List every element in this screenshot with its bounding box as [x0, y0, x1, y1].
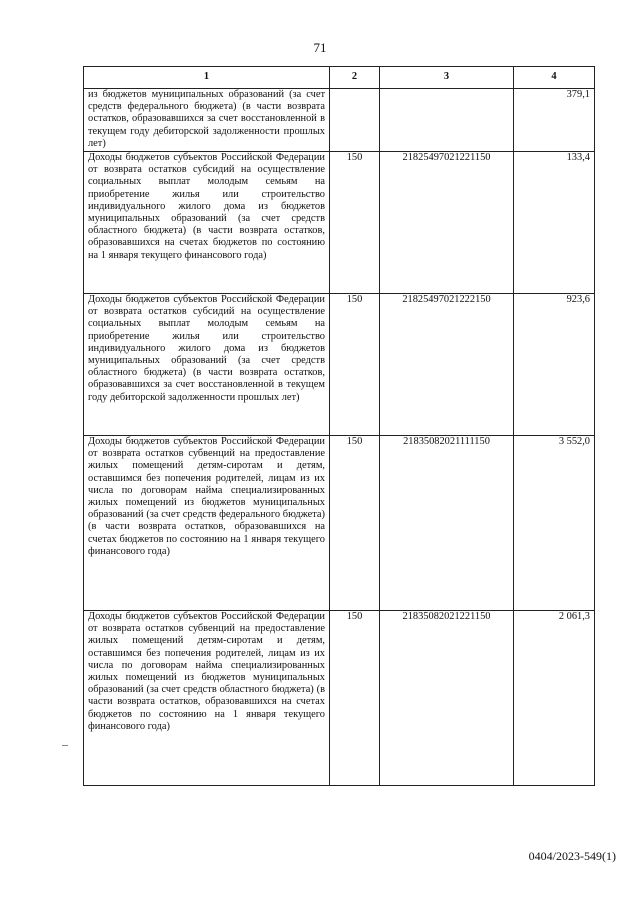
budget-revenue-table — [83, 66, 595, 786]
budget-classification-code: 21825497021221150 — [380, 152, 514, 294]
header-col-4: 4 — [514, 67, 595, 89]
income-type-code — [330, 89, 380, 152]
amount: 379,1 — [514, 89, 595, 152]
table-row — [84, 152, 595, 294]
income-type-code: 150 — [330, 294, 380, 436]
amount: 923,6 — [514, 294, 595, 436]
amount: 2 061,3 — [514, 611, 595, 786]
amount: 3 552,0 — [514, 436, 595, 611]
budget-classification-code: 21825497021222150 — [380, 294, 514, 436]
amount: 133,4 — [514, 152, 595, 294]
revenue-description: из бюджетов муниципальных образований (за счет средств федерального бюджета) (в части возврата остатков, образовавшихся за счет восстановленной в текущем году дебиторской задолженности прошлых лет) — [84, 89, 330, 152]
income-type-code: 150 — [330, 611, 380, 786]
budget-classification-code: 21835082021221150 — [380, 611, 514, 786]
document-id: 0404/2023-549(1) — [528, 849, 616, 863]
revenue-description: Доходы бюджетов субъектов Российской Федерации от возврата остатков субвенций на предоставление жилых помещений детям-сиротам и детям, оставшимся без попечения родителей, лицам из их числа по договорам найма специализированных жилых помещений из бюджетов муниципальных образований (за счет средств областного бюджета) (в части возврата остатков, образовавшихся на счетах бюджетов по состоянию на 1 января текущего финансового года) — [84, 611, 330, 786]
revenue-description: Доходы бюджетов субъектов Российской Федерации от возврата остатков субсидий на осуществление социальных выплат молодым семьям на приобретение жилья или строительство индивидуального жилого дома из бюджетов муниципальных образований (за счет средств областного бюджета) (в части возврата остатков, образовавшихся на счетах бюджетов по состоянию на 1 января текущего финансового года) — [84, 152, 330, 294]
income-type-code: 150 — [330, 436, 380, 611]
header-col-3: 3 — [380, 67, 514, 89]
table-row — [84, 89, 595, 152]
table-row — [84, 611, 595, 786]
header-col-2: 2 — [330, 67, 380, 89]
revenue-description: Доходы бюджетов субъектов Российской Федерации от возврата остатков субсидий на осуществление социальных выплат молодым семьям на приобретение жилья или строительство индивидуального жилого дома из бюджетов муниципальных образований (за счет средств областного бюджета) (в части возврата остатков, образовавшихся за счет восстановленной в текущем году дебиторской задолженности прошлых лет) — [84, 294, 330, 436]
revenue-description: Доходы бюджетов субъектов Российской Федерации от возврата остатков субвенций на предоставление жилых помещений детям-сиротам и детям, оставшимся без попечения родителей, лицам из их числа по договорам найма специализированных жилых помещений из бюджетов муниципальных образований (за счет средств федерального бюджета) (в части возврата остатков, образовавшихся на счетах бюджетов по состоянию на 1 января текущего финансового года) — [84, 436, 330, 611]
header-col-1: 1 — [84, 67, 330, 89]
table-row — [84, 294, 595, 436]
income-type-code: 150 — [330, 152, 380, 294]
budget-classification-code — [380, 89, 514, 152]
margin-mark — [62, 745, 68, 746]
table-header-row — [84, 67, 595, 89]
budget-classification-code: 21835082021111150 — [380, 436, 514, 611]
table-row — [84, 436, 595, 611]
page-number: 71 — [313, 40, 327, 55]
